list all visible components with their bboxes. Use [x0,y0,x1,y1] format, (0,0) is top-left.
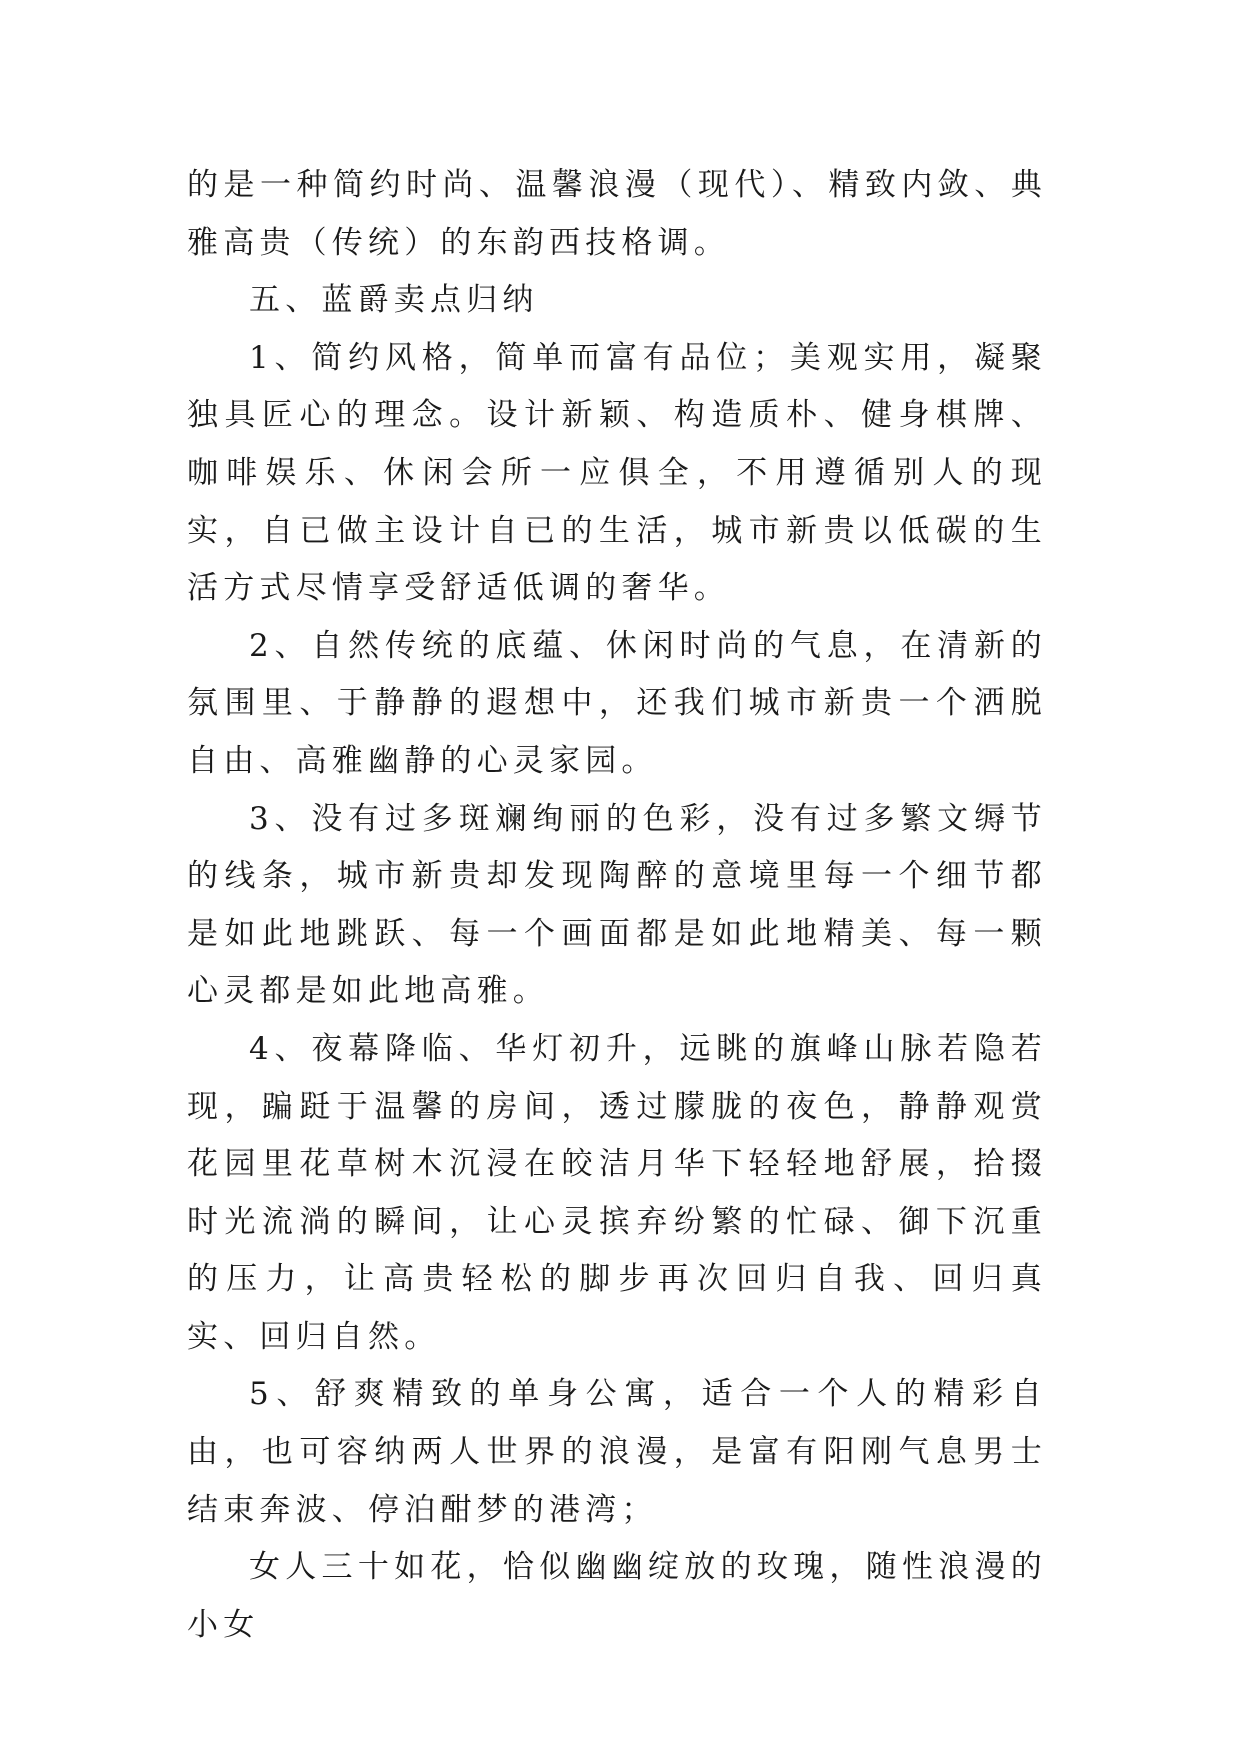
paragraph-point-2: 2、自然传统的底蕴、休闲时尚的气息，在清新的氛围里、于静静的遐想中，还我们城市新贵一个洒脱自由、高雅幽静的心灵家园。 [187,627,1047,779]
paragraph-point-3: 3、没有过多斑斓绚丽的色彩，没有过多繁文缛节的线条，城市新贵却发现陶醉的意境里每一个细节都是如此地跳跃、每一个画面都是如此地精美、每一颗心灵都是如此地高雅。 [187,800,1047,1010]
paragraph-continuation: 的是一种简约时尚、温馨浪漫（现代）、精致内敛、典雅高贵（传统）的东韵西技格调。 [187,167,1047,261]
paragraph-point-4: 4、夜幕降临、华灯初升，远眺的旗峰山脉若隐若现，蹁跹于温馨的房间，透过朦胧的夜色，静静观赏花园里花草树木沉浸在皎洁月华下轻轻地舒展，拾掇时光流淌的瞬间，让心灵摈弃纷繁的忙碌、御下沉重的压力，让高贵轻松的脚步再次回归自我、回归真实、回归自然。 [187,1030,1047,1355]
paragraph-point-1: 1、简约风格，简单而富有品位；美观实用，凝聚独具匠心的理念。设计新颖、构造质朴、健身棋牌、咖啡娱乐、休闲会所一应俱全，不用遵循别人的现实，自已做主设计自已的生活，城市新贵以低碳的生活方式尽情享受舒适低调的奢华。 [187,339,1047,607]
paragraph-continued: 女人三十如花，恰似幽幽绽放的玫瑰，随性浪漫的小女 [187,1549,1047,1643]
section-heading: 五、蓝爵卖点归纳 [249,282,539,319]
paragraph-point-5: 5、舒爽精致的单身公寓，适合一个人的精彩自由，也可容纳两人世界的浪漫，是富有阳刚气息男士结束奔波、停泊酣梦的港湾； [187,1376,1047,1528]
document-body [187,157,1047,1654]
